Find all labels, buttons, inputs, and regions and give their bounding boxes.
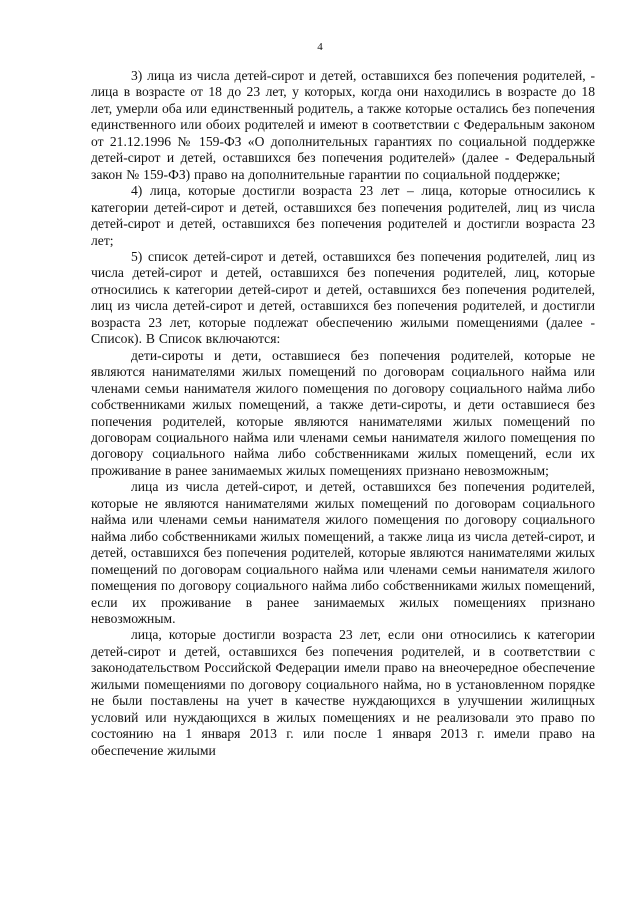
- paragraph-orphan-children: дети-сироты и дети, оставшиеся без попечения родителей, которые не являются нанимателями жилых помещений по договорам социального найма или членами семьи нанимателя жилого помещения по договору социального найма либо собственниками жилых помещений, а также дети-сироты, и дети оставшиеся без попечения родителей, которые являются нанимателями жилых помещений по договорам социального найма или членами семьи нанимателя жилого помещения по договору социального найма либо собственниками жилых помещений, если их проживание в ранее занимаемых жилых помещениях признано невозможным;: [91, 347, 595, 478]
- page-number: 4: [317, 41, 323, 53]
- paragraph-item-3: 3) лица из числа детей-сирот и детей, оставшихся без попечения родителей, - лица в возрасте от 18 до 23 лет, у которых, когда они находились в возрасте до 18 лет, умерли оба или единственный родитель, а также которые остались без попечения единственного или обоих родителей и имеют в соответствии с Федеральным законом от 21.12.1996 № 159-ФЗ «О дополнительных гарантиях по социальной поддержке детей-сирот и детей, оставшихся без попечения родителей» (далее - Федеральный закон № 159-ФЗ) право на дополнительные гарантии по социальной поддержке;: [91, 68, 595, 182]
- paragraph-item-4: 4) лица, которые достигли возраста 23 лет – лица, которые относились к категории детей-сирот и детей, оставшихся без попечения родителей, лиц из числа детей-сирот и детей, оставшихся без попечения родителей и достигли возраста 23 лет;: [91, 183, 595, 248]
- document-body: [91, 68, 595, 759]
- paragraph-item-5: 5) список детей-сирот и детей, оставшихся без попечения родителей, лиц из числа детей-сирот и детей, оставшихся без попечения родителей, лиц, которые относились к категории детей-сирот и детей, оставшихся без попечения родителей, лиц из числа детей-сирот и детей, оставшихся без попечения родителей, и достигли возраста 23 лет, которые подлежат обеспечению жилыми помещениями (далее - Список). В Список включаются:: [91, 248, 595, 347]
- paragraph-former-orphans: лица из числа детей-сирот, и детей, оставшихся без попечения родителей, которые не являются нанимателями жилых помещений по договорам социального найма или членами семьи нанимателя жилого помещения по договору социального найма либо собственниками жилых помещений, а также лица из числа детей-сирот, и детей, оставшихся без попечения родителей, которые являются нанимателями жилых помещений по договорам социального найма или членами семьи нанимателя жилого помещения по договору социального найма либо собственниками жилых помещений, если их проживание в ранее занимаемых жилых помещениях признано невозможным.: [91, 479, 595, 626]
- paragraph-age-23: лица, которые достигли возраста 23 лет, если они относились к категории детей-сирот и детей, оставшихся без попечения родителей, и в соответствии с законодательством Российской Федерации имели право на внеочередное обеспечение жилыми помещениями по договору социального найма, но в установленном порядке не были поставлены на учет в качестве нуждающихся в улучшении жилищных условий или нуждающихся в жилых помещениях и не реализовали это право по состоянию на 1 января 2013 г. или после 1 января 2013 г. имели право на обеспечение жилыми: [91, 627, 595, 758]
